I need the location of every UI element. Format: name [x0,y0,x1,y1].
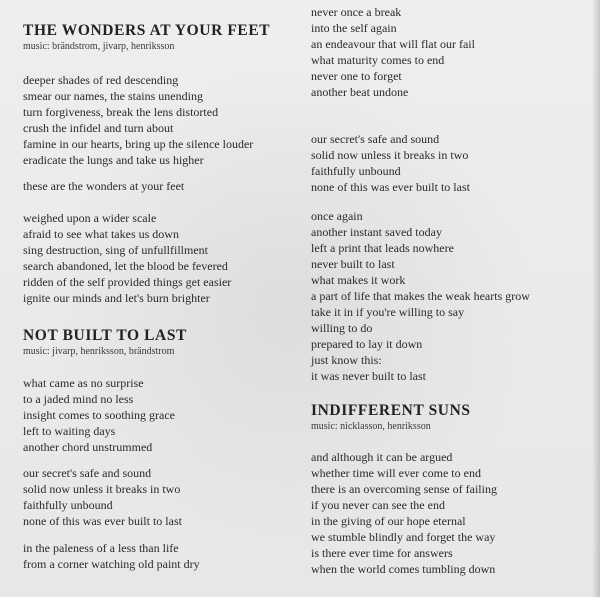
stanza [23,72,253,168]
lyric-line: once again [311,209,363,223]
lyric-line: into the self again [311,21,397,35]
lyric-line: willing to do [311,321,373,335]
stanza [23,540,200,572]
stanza [23,210,231,306]
lyric-line: to a jaded mind no less [23,392,134,406]
lyric-line: it was never built to last [311,369,426,383]
lyric-line: never one to forget [311,69,402,83]
lyric-line: if you never can see the end [311,498,445,512]
lyric-line: deeper shades of red descending [23,73,179,87]
song-credits: music: brändstrom, jivarp, henriksson [23,41,175,52]
stanza [23,465,182,529]
lyric-line: another beat undone [311,85,409,99]
lyric-line: insight comes to soothing grace [23,408,175,422]
lyric-line: solid now unless it breaks in two [23,482,181,496]
lyric-line: smear our names, the stains unending [23,89,203,103]
lyric-line: crush the infidel and turn about [23,121,174,135]
song-credits: music: nicklasson, henriksson [311,421,431,432]
lyric-line: we stumble blindly and forget the way [311,530,496,544]
stanza [311,449,497,577]
song-header-indifferent-suns [311,402,471,433]
lyric-line: whether time will ever come to end [311,466,481,480]
stanza [23,178,184,194]
lyric-line: ignite our minds and let's burn brighter [23,291,210,305]
lyric-line: search abandoned, let the blood be fevered [23,259,228,273]
lyric-line: take it in if you're willing to say [311,305,465,319]
lyric-line: in the paleness of a less than life [23,541,179,555]
stanza [23,375,175,455]
page-edge-shadow [592,0,600,597]
lyric-line: never once a break [311,5,402,19]
lyric-line: faithfully unbound [311,164,401,178]
lyric-line: turn forgiveness, break the lens distorted [23,105,219,119]
stanza [311,208,530,384]
lyric-line: our secret's safe and sound [311,132,440,146]
lyric-line: prepared to lay it down [311,337,423,351]
lyric-line: what makes it work [311,273,406,287]
lyric-line: never built to last [311,257,395,271]
lyric-line: left to waiting days [23,424,116,438]
lyric-line: what maturity comes to end [311,53,445,67]
lyric-line: weighed upon a wider scale [23,211,157,225]
lyric-line: left a print that leads nowhere [311,241,454,255]
song-title: THE WONDERS AT YOUR FEET [23,22,271,39]
lyric-line: just know this: [311,353,382,367]
lyric-line: eradicate the lungs and take us higher [23,153,204,167]
lyric-line: solid now unless it breaks in two [311,148,469,162]
lyric-line: from a corner watching old paint dry [23,557,200,571]
stanza [311,131,470,195]
lyric-line: sing destruction, sing of unfullfillment [23,243,208,257]
lyric-line: ridden of the self provided things get easier [23,275,232,289]
lyric-line: what came as no surprise [23,376,144,390]
song-header-wonders [23,22,270,53]
lyric-line: these are the wonders at your feet [23,179,185,193]
lyric-line: afraid to see what takes us down [23,227,179,241]
lyric-line: faithfully unbound [23,498,113,512]
lyric-line: when the world comes tumbling down [311,562,496,576]
lyric-line: none of this was ever built to last [23,514,182,528]
lyric-line: none of this was ever built to last [311,180,470,194]
lyric-line: there is an overcoming sense of failing [311,482,497,496]
song-title: NOT BUILT TO LAST [23,327,187,344]
lyric-line: a part of life that makes the weak hearts grow [311,289,530,303]
lyric-line: another chord unstrummed [23,440,153,454]
song-header-not-built-to-last [23,327,187,358]
lyric-line: in the giving of our hope eternal [311,514,466,528]
lyric-line: another instant saved today [311,225,442,239]
lyric-line: is there ever time for answers [311,546,453,560]
lyric-line: our secret's safe and sound [23,466,152,480]
song-credits: music: jivarp, henriksson, brändstrom [23,346,175,357]
lyric-line: and although it can be argued [311,450,453,464]
song-title: INDIFFERENT SUNS [311,402,471,419]
stanza [311,4,475,100]
lyric-line: an endeavour that will flat our fail [311,37,475,51]
lyric-line: famine in our hearts, bring up the silence louder [23,137,254,151]
